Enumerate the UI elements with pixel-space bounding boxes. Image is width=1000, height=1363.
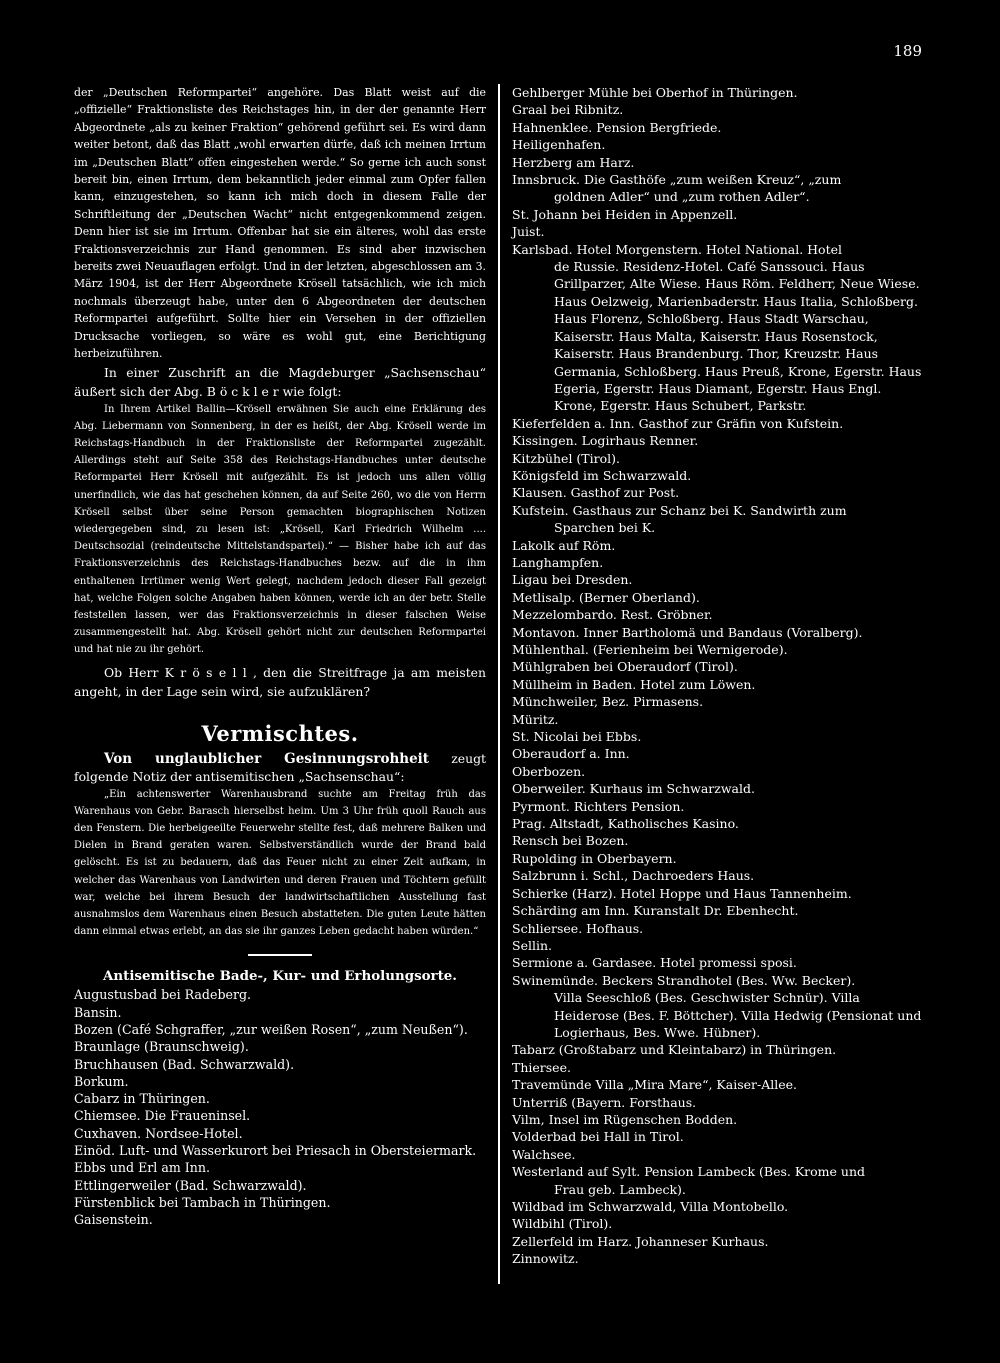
list-item bbox=[512, 745, 924, 762]
list-item bbox=[512, 937, 924, 954]
list-item bbox=[74, 1107, 486, 1124]
list-item bbox=[512, 589, 924, 606]
list-item bbox=[74, 1056, 486, 1073]
section-subtitle bbox=[74, 750, 486, 786]
list-item-text: Borkum. bbox=[74, 1073, 129, 1089]
list-item bbox=[512, 1163, 924, 1198]
resort-list-left bbox=[74, 986, 486, 1228]
list-item bbox=[512, 467, 924, 484]
list-item bbox=[512, 101, 924, 118]
list-item-text: Cabarz in Thüringen. bbox=[74, 1091, 210, 1107]
list-item bbox=[512, 693, 924, 710]
list-item-text: Sellin. bbox=[512, 937, 552, 953]
paragraph-quote-boeckler: In Ihrem Artikel Ballin—Krösell erwähnen Sie auch eine Erklärung des Abg. Liebermann von Sonnenberg, in der es heißt, der Abg. Krösell werde im Reichstags-Handbuch in der Fraktionsliste der Reformpartei zugezählt. Allerdings steht auf Seite 358 des Reichstags-Handbuches unter deutsche Reformpartei Herr Krösell mit aufgezählt. Es ist jedoch uns allen völlig unerfindlich, wie das hat geschehen können, da auf Seite 260, wo die von Herrn Krösell selbst über seine Person gemachten biographischen Notizen wiedergegeben sind, zu lesen ist: „Krösell, Karl Friedrich Wilhelm .... Deutschsozial (reindeutsche Mittelstandspartei).“ — Bisher habe ich auf das Fraktionsverzeichnis des Reichstags-Handbuches bezw. auf die in ihm enthaltenen Irrtümer wenig Wert gelegt, nachdem jedoch dieser Fall gezeigt hat, welche Folgen solche Angaben haben können, werde ich an der betr. Stelle feststellen lassen, wer das Fraktionsverzeichnis in dieser falschen Weise zusammengestellt hat. Abg. Krösell gehört nicht zur deutschen Reformpartei und hat nie zu ihr gehört. bbox=[74, 403, 486, 656]
list-item-text: Oberbozen. bbox=[512, 763, 586, 779]
list-item-text: Salzbrunn i. Schl., Dachroeders Haus. bbox=[512, 868, 755, 884]
list-item bbox=[512, 571, 924, 588]
column-divider bbox=[498, 84, 500, 1284]
list-item-text: St. Johann bei Heiden in Appenzell. bbox=[512, 206, 738, 222]
list-item bbox=[512, 1041, 924, 1058]
list-item-text: Mezzelombardo. Rest. Gröbner. bbox=[512, 607, 713, 623]
list-item-text: Graal bei Ribnitz. bbox=[512, 102, 624, 118]
list-item-text: Rupolding in Oberbayern. bbox=[512, 850, 677, 866]
list-item bbox=[74, 1159, 486, 1176]
list-item-text: Rensch bei Bozen. bbox=[512, 833, 629, 849]
list-item bbox=[512, 154, 924, 171]
list-item-text: Ettlingerweiler (Bad. Schwarzwald). bbox=[74, 1177, 307, 1193]
list-item-continuation: de Russie. Residenz-Hotel. Café Sanssouci. Haus Grillparzer, Alte Wiese. Haus Röm. Feldherr, Neue Wiese. Haus Oelzweig, Marienbaderstr. Haus Italia, Schloßberg. Haus Florenz, Schloßberg. Haus Stadt Warschau, Kaiserstr. Haus Malta, Kaiserstr. Haus Rosenstock, Kaiserstr. Haus Brandenburg. Thor, Kreuzstr. Haus Germania, Schloßberg. Haus Preuß, Krone, Egerstr. Haus Egeria, Egerstr. Haus Diamant, Egerstr. Haus Engl. Krone, Egerstr. Haus Schubert, Parkstr. bbox=[554, 259, 922, 414]
list-item-text: Chiemsee. Die Fraueninsel. bbox=[74, 1108, 251, 1124]
list-item bbox=[512, 206, 924, 223]
left-column bbox=[74, 84, 486, 1229]
list-item bbox=[512, 780, 924, 797]
list-item bbox=[512, 1059, 924, 1076]
list-item-text: Wildbihl (Tirol). bbox=[512, 1216, 613, 1232]
list-item bbox=[74, 986, 486, 1003]
list-item bbox=[512, 867, 924, 884]
list-item-text: Heiligenhafen. bbox=[512, 137, 606, 153]
list-item bbox=[512, 554, 924, 571]
list-item bbox=[512, 241, 924, 415]
list-item-text: Ligau bei Dresden. bbox=[512, 572, 633, 588]
list-item-text: Mühlgraben bei Oberaudorf (Tirol). bbox=[512, 659, 738, 675]
list-item bbox=[512, 1146, 924, 1163]
list-item-text: Bruchhausen (Bad. Schwarzwald). bbox=[74, 1056, 295, 1072]
list-item bbox=[512, 1198, 924, 1215]
list-item bbox=[512, 832, 924, 849]
list-item-text: Volderbad bei Hall in Tirol. bbox=[512, 1129, 684, 1145]
list-item-text: Cuxhaven. Nordsee-Hotel. bbox=[74, 1125, 243, 1141]
list-item-text: Swinemünde. Beckers Strandhotel (Bes. Ww. Becker). bbox=[512, 972, 856, 988]
list-item-text: Müritz. bbox=[512, 711, 559, 727]
list-item bbox=[512, 84, 924, 101]
list-item bbox=[512, 606, 924, 623]
list-item-text: Hahnenklee. Pension Bergfriede. bbox=[512, 119, 722, 135]
list-item-text: Prag. Altstadt, Katholisches Kasino. bbox=[512, 816, 739, 832]
paragraph-2: In einer Zuschrift an die Magdeburger „Sachsenschau“ äußert sich der Abg. B ö c k l e r wie folgt: bbox=[74, 364, 486, 399]
list-item bbox=[512, 1094, 924, 1111]
list-item-text: Pyrmont. Richters Pension. bbox=[512, 798, 685, 814]
list-item bbox=[512, 676, 924, 693]
list-item-text: Oberaudorf a. Inn. bbox=[512, 746, 630, 762]
list-item-text: Herzberg am Harz. bbox=[512, 154, 635, 170]
list-item bbox=[512, 658, 924, 675]
list-item bbox=[512, 537, 924, 554]
list-item-text: Travemünde Villa „Mira Mare“, Kaiser-Allee. bbox=[512, 1077, 798, 1093]
list-item bbox=[512, 223, 924, 240]
list-item-text: Gaisenstein. bbox=[74, 1212, 153, 1228]
list-item bbox=[512, 902, 924, 919]
list-item bbox=[74, 1090, 486, 1107]
list-item bbox=[512, 502, 924, 537]
list-item-text: Königsfeld im Schwarzwald. bbox=[512, 467, 692, 483]
list-item bbox=[512, 711, 924, 728]
list-item bbox=[512, 972, 924, 1042]
list-item bbox=[74, 1125, 486, 1142]
list-item-text: Metlisalp. (Berner Oberland). bbox=[512, 589, 700, 605]
list-item-text: Schierke (Harz). Hotel Hoppe und Haus Tannenheim. bbox=[512, 885, 852, 901]
right-column bbox=[512, 84, 924, 1268]
list-item bbox=[512, 1076, 924, 1093]
list-item-text: Wildbad im Schwarzwald, Villa Montobello. bbox=[512, 1199, 789, 1214]
list-item-text: Schliersee. Hofhaus. bbox=[512, 920, 644, 936]
list-item-text: Fürstenblick bei Tambach in Thüringen. bbox=[74, 1194, 331, 1210]
list-item-text: Mühlenthal. (Ferienheim bei Wernigerode). bbox=[512, 642, 788, 657]
list-item bbox=[512, 885, 924, 902]
list-item bbox=[512, 798, 924, 815]
list-item bbox=[512, 415, 924, 432]
list-item-continuation: Frau geb. Lambeck). bbox=[554, 1181, 686, 1197]
list-item-text: Montavon. Inner Bartholomä und Bandaus (Voralberg). bbox=[512, 624, 863, 640]
list-item bbox=[74, 1177, 486, 1194]
list-item bbox=[74, 1038, 486, 1055]
paragraph-1: der „Deutschen Reformpartei“ angehöre. Das Blatt weist auf die „offizielle“ Fraktionsliste des Reichstages hin, in der der genannte Herr Abgeordnete „als zu keiner Fraktion“ gehörend geführt sei. Es wird dann weiter betont, daß das Blatt „wohl erwarten dürfe, daß ich meinen Irrtum im „Deutschen Blatt“ offen eingestehen werde.“ So gerne ich auch sonst bereit bin, einen Irrtum, dem bekanntlich jeder einmal zum Opfer fallen kann, einzugestehen, so kann ich mich doch in diesem Falle der Schriftleitung der „Deutschen Wacht“ nicht entgegenkommend zeigen. Denn hier ist sie im Irrtum. Offenbar hat sie ein älteres, wohl das erste Fraktionsverzeichnis zur Hand genommen. Es sind aber inzwischen bereits zwei Neuauflagen erfolgt. Und in der letzten, abgeschlossen am 3. März 1904, ist der Herr Abgeordnete Krösell tatsächlich, wie ich mich nochmals überzeugt habe, unter den 6 Abgeordneten der deutschen Reformpartei aufgeführt. Sollte hier ein Versehen in der offiziellen Drucksache vorliegen, so wäre es wohl gut, eine Berichtigung herbeizuführen. bbox=[74, 86, 486, 361]
list-item bbox=[512, 1215, 924, 1232]
list-item bbox=[512, 1233, 924, 1250]
list-item-text: Klausen. Gasthof zur Post. bbox=[512, 485, 680, 501]
list-item-text: Innsbruck. Die Gasthöfe „zum weißen Kreuz“, „zum bbox=[512, 172, 842, 188]
list-item-text: Kieferfelden a. Inn. Gasthof zur Gräfin von Kufstein. bbox=[512, 415, 844, 431]
subtitle-rest: zeugt folgende Notiz der antisemitischen „Sachsenschau“: bbox=[74, 750, 486, 785]
list-item-continuation: Villa Seeschloß (Bes. Geschwister Schnür). Villa Heiderose (Bes. F. Böttcher). Villa Hedwig (Pensionat und Logierhaus, Bes. Wwe. Hübner). bbox=[554, 990, 922, 1040]
list-item-text: Gehlberger Mühle bei Oberhof in Thüringen. bbox=[512, 85, 798, 100]
list-item-text: Kissingen. Logirhaus Renner. bbox=[512, 433, 699, 449]
list-item bbox=[74, 1004, 486, 1021]
list-item-text: Bozen (Café Schgraffer, „zur weißen Rosen“, „zum Neußen“). bbox=[74, 1021, 468, 1037]
list-item-continuation: Sparchen bei K. bbox=[554, 520, 656, 536]
list-item-text: Westerland auf Sylt. Pension Lambeck (Bes. Krome und bbox=[512, 1164, 866, 1180]
list-item bbox=[512, 763, 924, 780]
divider-rule bbox=[248, 954, 312, 956]
list-item-text: Walchsee. bbox=[512, 1146, 576, 1162]
section-title: Vermischtes. bbox=[201, 720, 359, 746]
list-item-text: Oberweiler. Kurhaus im Schwarzwald. bbox=[512, 781, 755, 797]
list-item bbox=[512, 450, 924, 467]
list-item-text: Tabarz (Großtabarz und Kleintabarz) in Thüringen. bbox=[512, 1042, 837, 1058]
subtitle-bold: Von unglaublicher Gesinnungsrohheit bbox=[104, 750, 430, 767]
list-item bbox=[512, 432, 924, 449]
list-item-text: Augustusbad bei Radeberg. bbox=[74, 987, 252, 1003]
list-item bbox=[512, 920, 924, 937]
list-item-text: Ebbs und Erl am Inn. bbox=[74, 1160, 210, 1176]
list-item-text: Münchweiler, Bez. Pirmasens. bbox=[512, 694, 704, 710]
list-item-text: Einöd. Luft- und Wasserkurort bei Priesach in Obersteiermark. bbox=[74, 1143, 477, 1159]
list-item-text: Langhampfen. bbox=[512, 554, 604, 570]
list-item bbox=[512, 954, 924, 971]
list-item bbox=[74, 1211, 486, 1228]
list-item-text: St. Nicolai bei Ebbs. bbox=[512, 729, 642, 745]
list-item bbox=[512, 728, 924, 745]
list-item bbox=[512, 171, 924, 206]
paragraph-quote-sachsenschau: „Ein achtenswerter Warenhausbrand suchte am Freitag früh das Warenhaus von Gebr. Barasch hierselbst heim. Um 3 Uhr früh quoll Rauch aus den Fenstern. Die herbeigeeilte Feuerwehr stellte fest, daß mehrere Balken und Dielen in Brand geraten waren. Selbstverständlich wurde der Brand bald gelöscht. Es ist zu bedauern, daß das Feuer nicht zu einer Zeit aufkam, in welcher das Warenhaus von Landwirten und deren Frauen und Töchtern gefüllt war, welche bei ihrem Besuch der landwirtschaftlichen Ausstellung fast ausnahmslos dem Warenhaus einen Besuch abstatteten. Die guten Leute hätten dann einmal etwas erlebt, an das sie ihr ganzes Leben gedacht haben würden.“ bbox=[74, 788, 486, 938]
resort-list-right bbox=[512, 84, 924, 1268]
list-item bbox=[512, 1128, 924, 1145]
list-item-text: Sermione a. Gardasee. Hotel promessi sposi. bbox=[512, 955, 797, 971]
list-item-text: Juist. bbox=[512, 224, 545, 240]
list-item-text: Thiersee. bbox=[512, 1059, 571, 1075]
list-item-text: Braunlage (Braunschweig). bbox=[74, 1039, 249, 1055]
list-item bbox=[512, 1250, 924, 1267]
list-item-text: Kitzbühel (Tirol). bbox=[512, 450, 620, 466]
list-item-text: Kufstein. Gasthaus zur Schanz bei K. Sandwirth zum bbox=[512, 502, 847, 518]
list-item-text: Schärding am Inn. Kuranstalt Dr. Ebenhecht. bbox=[512, 903, 799, 919]
paragraph-4: Ob Herr K r ö s e l l , den die Streitfrage ja am meisten angeht, in der Lage sein wird, sie aufzuklären? bbox=[74, 664, 486, 699]
list-item-text: Zellerfeld im Harz. Johanneser Kurhaus. bbox=[512, 1233, 769, 1249]
list-item-text: Karlsbad. Hotel Morgenstern. Hotel National. Hotel bbox=[512, 241, 843, 257]
page-number: 189 bbox=[893, 42, 922, 60]
list-item bbox=[512, 815, 924, 832]
list-item-text: Zinnowitz. bbox=[512, 1251, 579, 1267]
list-item bbox=[512, 641, 924, 658]
list-item bbox=[74, 1021, 486, 1038]
list-item bbox=[512, 484, 924, 501]
list-item bbox=[74, 1194, 486, 1211]
list-item-text: Vilm, Insel im Rügenschen Bodden. bbox=[512, 1111, 738, 1127]
list-item bbox=[512, 1111, 924, 1128]
list-title: Antisemitische Bade-, Kur- und Erholungsorte. bbox=[103, 968, 457, 985]
list-item bbox=[512, 119, 924, 136]
list-item bbox=[512, 136, 924, 153]
list-item-text: Bansin. bbox=[74, 1004, 122, 1020]
list-item-continuation: goldnen Adler“ und „zum rothen Adler“. bbox=[554, 189, 810, 205]
list-item-text: Müllheim in Baden. Hotel zum Löwen. bbox=[512, 676, 756, 692]
list-item bbox=[74, 1073, 486, 1090]
list-item bbox=[74, 1142, 486, 1159]
list-item bbox=[512, 850, 924, 867]
list-item-text: Unterriß (Bayern. Forsthaus. bbox=[512, 1094, 697, 1110]
list-item bbox=[512, 624, 924, 641]
list-item-text: Lakolk auf Röm. bbox=[512, 537, 616, 553]
